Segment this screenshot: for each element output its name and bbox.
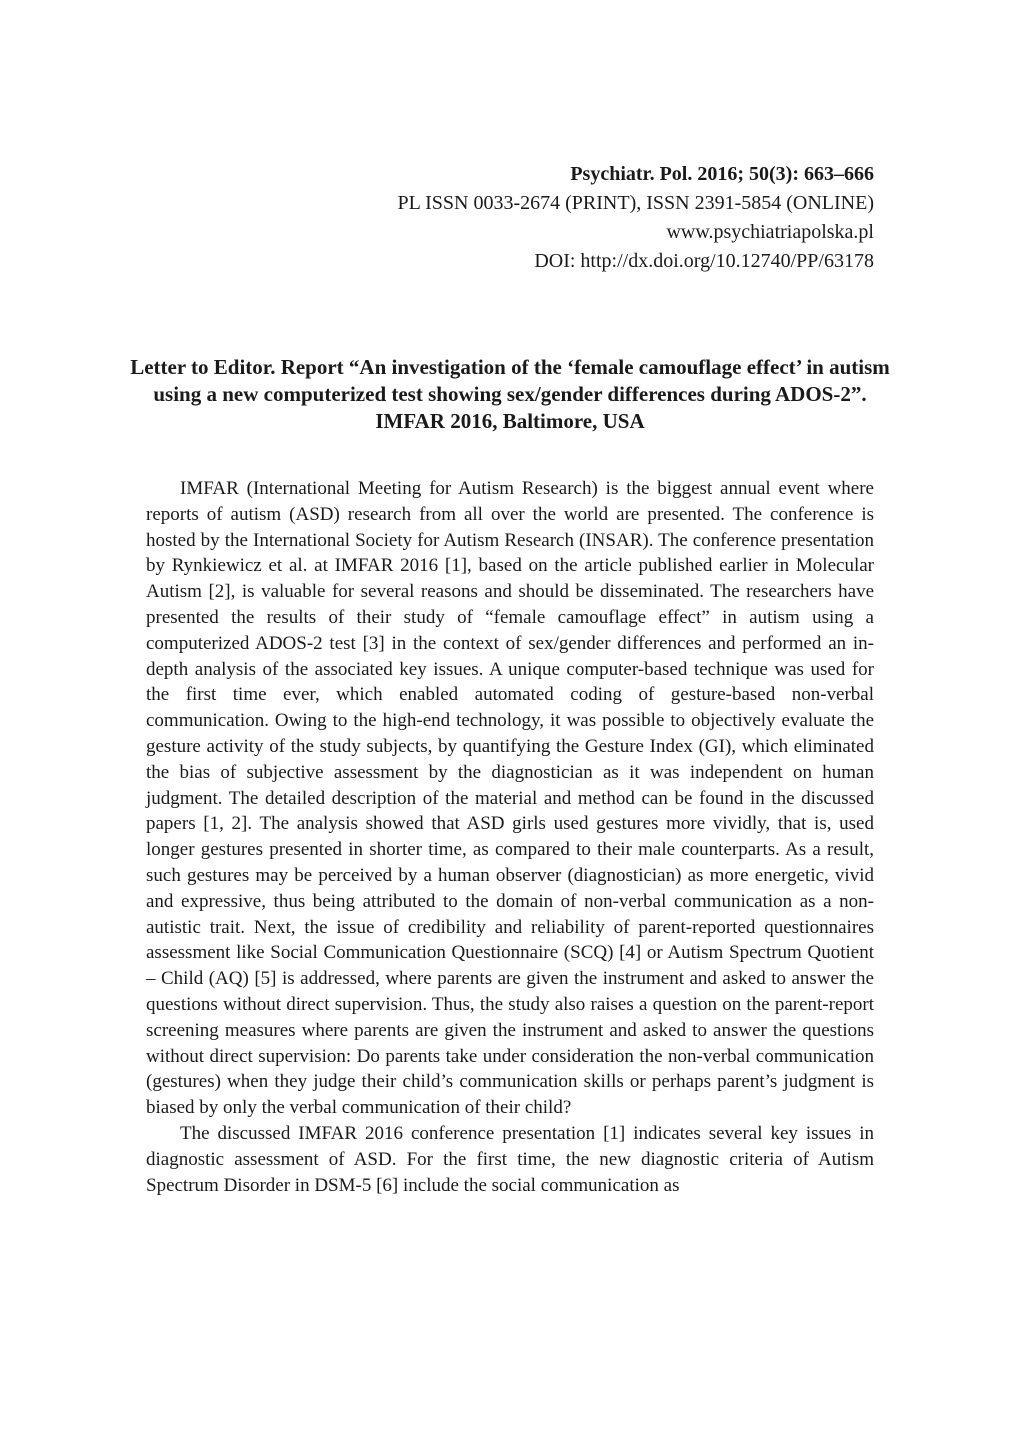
journal-header <box>146 160 874 276</box>
article-body <box>146 476 874 1198</box>
article-title: Letter to Editor. Report “An investigation of the ‘female camouflage effect’ in autism using a new computerized test showing sex/gender differences during ADOS-2”. IMFAR 2016, Baltimore, USA <box>130 355 890 433</box>
article-doi: DOI: http://dx.doi.org/10.12740/PP/63178 <box>534 250 874 272</box>
body-paragraph-2: The discussed IMFAR 2016 conference presentation [1] indicates several key issues in diagnostic assessment of ASD. For the first time, the new diagnostic criteria of Autism Spectrum Disorder in DSM-5 [6] include the social communication as <box>146 1122 874 1196</box>
body-paragraph-1: IMFAR (International Meeting for Autism Research) is the biggest annual event where reports of autism (ASD) research from all over the world are presented. The conference is hosted by the International Society for Autism Research (INSAR). The conference presentation by Rynkiewicz et al. at IMFAR 2016 [1], based on the article published earlier in Molecular Autism [2], is valuable for several reasons and should be disseminated. The researchers have presented the results of their study of “female camouflage effect” in autism using a computerized ADOS-2 test [3] in the context of sex/gender differences and performed an in-depth analysis of the associated key issues. A unique computer-based technique was used for the first time ever, which enabled automated coding of gesture-based non-verbal communication. Owing to the high-end technology, it was possible to objectively evaluate the gesture activity of the study subjects, by quantifying the Gesture Index (GI), which eliminated the bias of subjective assessment by the diagnostician as it was independent on human judgment. The detailed description of the material and method can be found in the discussed papers [1, 2]. The analysis showed that ASD girls used gestures more vividly, that is, used longer gestures presented in shorter time, as compared to their male counterparts. As a result, such gestures may be perceived by a human observer (diagnostician) as more energetic, vivid and expressive, thus being attributed to the domain of non-verbal communication as a non-autistic trait. Next, the issue of credibility and reliability of parent-reported questionnaires assessment like Social Communication Questionnaire (SCQ) [4] or Autism Spectrum Quotient – Child (AQ) [5] is addressed, where parents are given the instrument and asked to answer the questions without direct supervision. Thus, the study also raises a question on the parent-report screening measures where parents are given the instrument and asked to answer the questions without direct supervision: Do parents take under consideration the non-verbal communication (gestures) when they judge their child’s communication skills or perhaps parent’s judgment is biased by only the verbal communication of their child? <box>146 478 874 1119</box>
journal-citation: Psychiatr. Pol. 2016; 50(3): 663–666 <box>570 163 874 185</box>
journal-website: www.psychiatriapolska.pl <box>666 221 874 243</box>
journal-issn: PL ISSN 0033-2674 (PRINT), ISSN 2391-5854 (ONLINE) <box>397 192 874 214</box>
